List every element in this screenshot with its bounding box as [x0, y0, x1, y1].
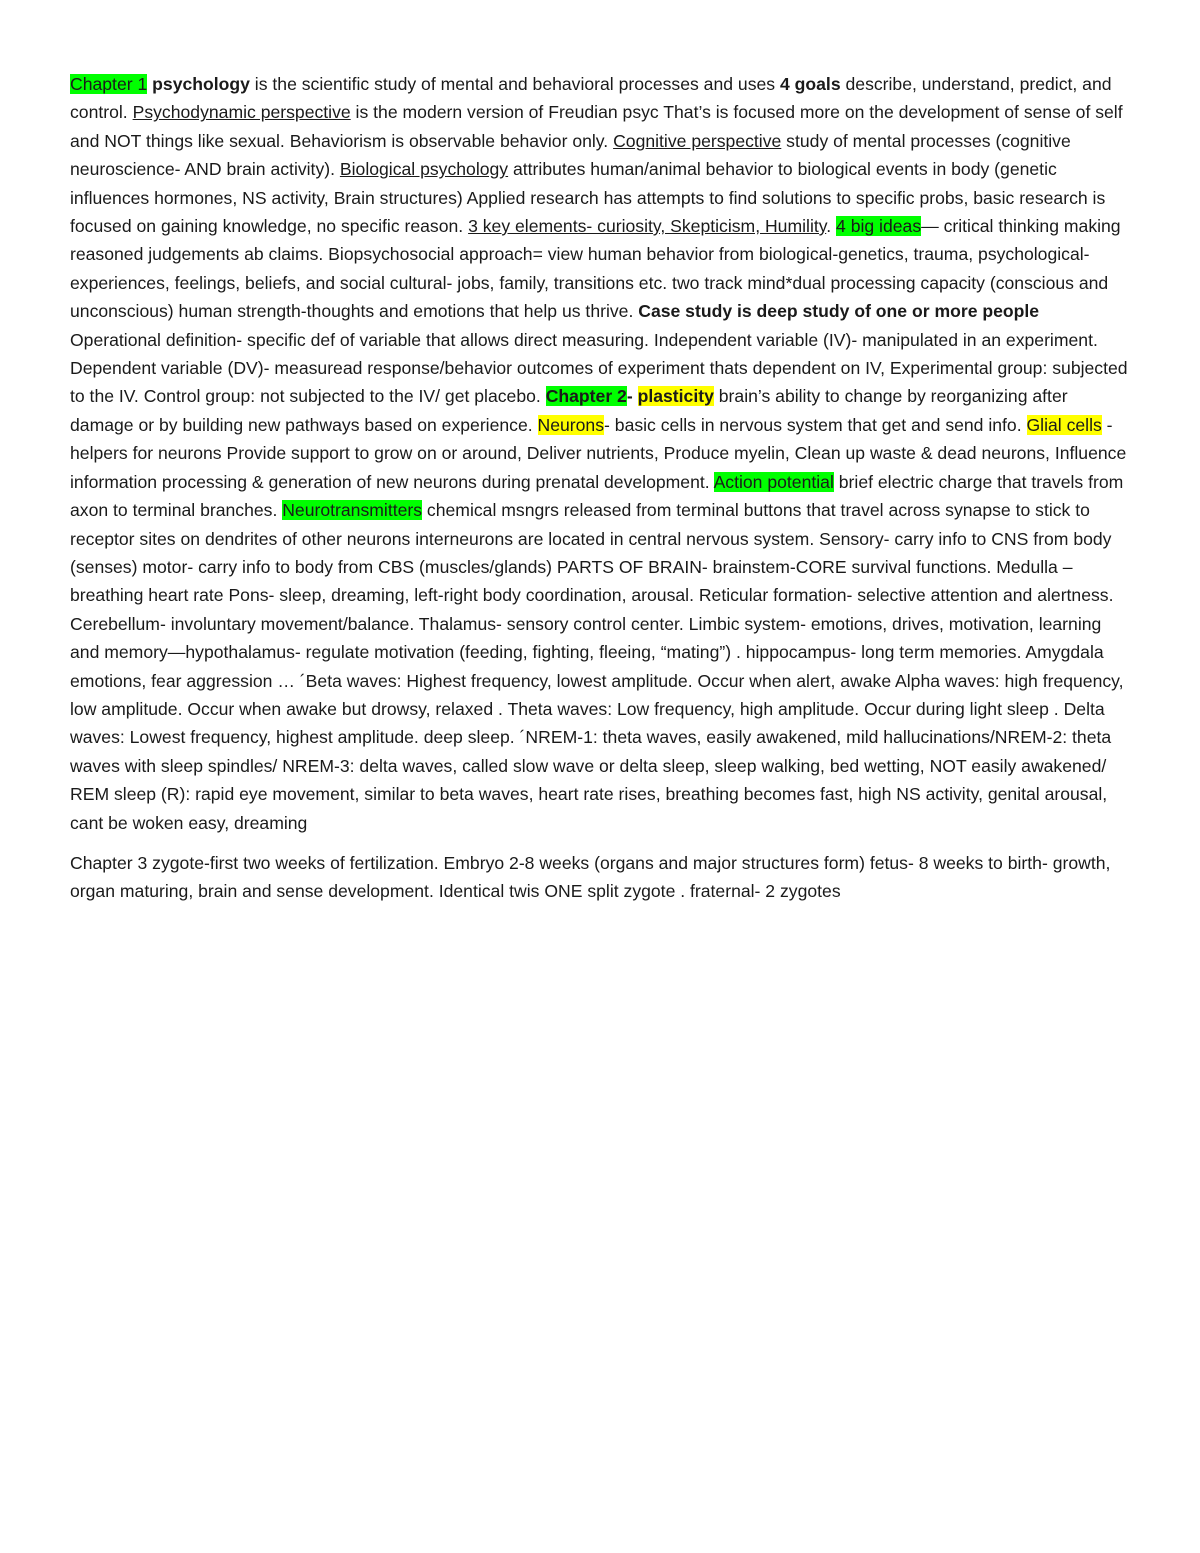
bold-term: 4 goals — [779, 74, 841, 94]
underlined-term: 3 key elements- curiosity, Skepticism, Humility — [468, 216, 827, 237]
text-run: brief electric charge that travels from axon to terminal branches. — [70, 471, 1124, 521]
text-run: is the modern version of Freudian psyc That’s is focused more on the development of sense of self and NOT things like sexual. Behaviorism is observable behavior only. — [70, 102, 1123, 151]
bold-term: Case study is deep study of one or more people — [638, 301, 1040, 322]
text-run: — critical thinking making reasoned judgements ab claims. Biopsychosocial approach= view human behavior from biological-genetics, trauma, psychological-experiences, feelings, beliefs, and social cultural- jobs, family, transitions etc. two track mind*dual processing capacity (conscious and unconscious) human strength-thoughts and emotions that help us thrive. — [70, 216, 1121, 322]
text-run: is the scientific study of mental and behavioral processes and uses — [249, 74, 780, 94]
highlighted-term: Neurons — [537, 414, 605, 435]
text-run: brain’s ability to change by reorganizing after damage or by building new pathways based on experience. — [70, 386, 1068, 435]
text-run: describe, understand, predict, and control. — [70, 74, 1112, 123]
bold-term: - — [626, 386, 638, 407]
highlighted-term: Chapter 1 — [70, 74, 148, 94]
document-paragraph — [70, 70, 1132, 837]
underlined-term: Psychodynamic perspective — [132, 102, 351, 123]
text-run: Chapter 3 zygote-first two weeks of fertilization. Embryo 2-8 weeks (organs and major structures form) fetus- 8 weeks to birth- growth, organ maturing, brain and sense development. Identical twis ONE split zygote . fraternal- 2 zygotes — [70, 852, 1111, 902]
text-run: -helpers for neurons Provide support to grow on or around, Deliver nutrients, Produce myelin, Clean up waste & dead neurons, Influence information processing & generation of new neurons during prenatal development. — [70, 414, 1127, 492]
underlined-term: Cognitive perspective — [613, 130, 782, 151]
highlighted-term: plasticity — [637, 386, 714, 407]
text-run: study of mental processes (cognitive neuroscience- AND brain activity). — [70, 130, 1071, 180]
text-run: . — [826, 216, 837, 237]
text-run: attributes human/animal behavior to biological events in body (genetic influences hormones, NS activity, Brain structures) Applied research has attempts to find solutions to specific probs, basic research is focused on gaining knowledge, no specific reason. — [70, 159, 1106, 237]
highlighted-term: Glial cells — [1026, 414, 1102, 435]
document-body — [70, 70, 1132, 906]
highlighted-term: Action potential — [713, 471, 834, 492]
highlighted-term: Neurotransmitters — [282, 500, 423, 521]
text-run: Operational definition- specific def of variable that allows direct measuring. Independent variable (IV)- manipulated in an experiment. Dependent variable (DV)- measuread response/behavior outcomes of experiment thats dependent on IV, Experimental group: subjected to the IV. Control group: not subjected to the IV/ get placebo. — [70, 329, 1128, 407]
text-run: chemical msngrs released from terminal buttons that travel across synapse to stick to receptor sites on dendrites of other neurons interneurons are located in central nervous system. Sensory- carry info to CNS from body (senses) motor- carry info to body from CBS (muscles/glands) PARTS OF BRAIN- brainstem-CORE survival functions. Medulla – breathing heart rate Pons- sleep, dreaming, left-right body coordination, arousal. Reticular formation- selective attention and alertness. Cerebellum- involuntary movement/balance. Thalamus- sensory control center. Limbic system- emotions, drives, motivation, learning and memory—hypothalamus- regulate motivation (feeding, fighting, fleeing, “mating”) . hippocampus- long term memories. Amygdala emotions, fear aggression … ´Beta waves: Highest frequency, lowest amplitude. Occur when alert, awake Alpha waves: high frequency, low amplitude. Occur when awake but drowsy, relaxed . Theta waves: Low frequency, high amplitude. Occur during light sleep . Delta waves: Lowest frequency, highest amplitude. deep sleep. ´NREM-1: theta waves, easily awakened, mild hallucinations/NREM-2: theta waves with sleep spindles/ NREM-3: delta waves, called slow wave or delta sleep, sleep walking, bed wetting, NOT easily awakened/ REM sleep (R): rapid eye movement, similar to beta waves, heart rate rises, breathing becomes fast, high NS activity, genital arousal, cant be woken easy, dreaming — [70, 500, 1124, 833]
underlined-term: Biological psychology — [339, 159, 509, 180]
document-page — [70, 70, 1132, 906]
document-paragraph — [70, 849, 1132, 906]
highlighted-term: 4 big ideas — [836, 216, 922, 237]
bold-term: psychology — [152, 74, 250, 94]
highlighted-term: Chapter 2 — [545, 386, 627, 407]
text-run: - basic cells in nervous system that get and send info. — [604, 414, 1027, 435]
